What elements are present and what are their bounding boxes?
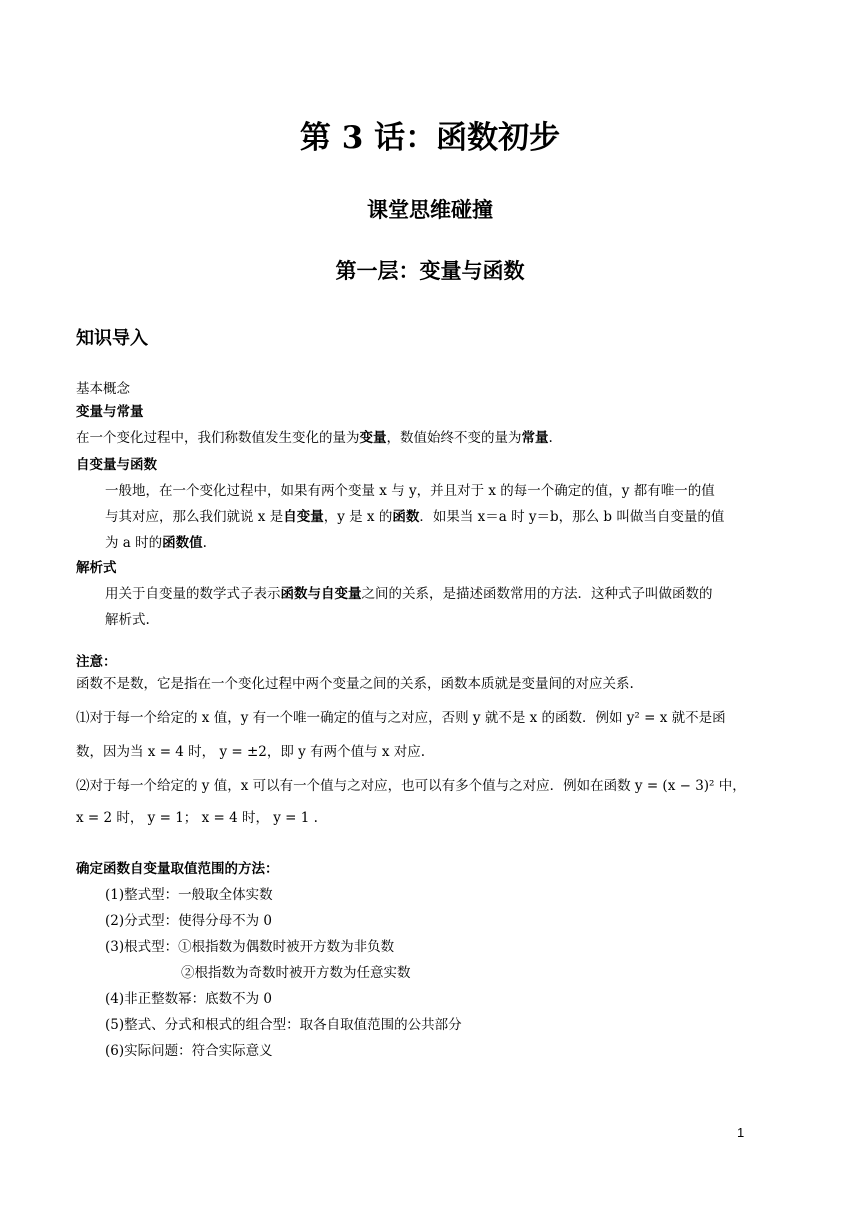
indep-func-line2-a: 与其对应，那么我们就说 x 是: [105, 509, 284, 525]
const-term: 常量: [521, 430, 549, 446]
analytic-line1: [105, 584, 713, 604]
note-heading: 注意：: [76, 654, 117, 670]
domain-item: ②根指数为奇数时被开方数为任意实数: [181, 965, 411, 981]
func-indep-term: 函数与自变量: [280, 586, 362, 602]
note-point1-line2: 数，因为当 x = 4 时， y = ±2，即 y 有两个值与 x 对应.: [76, 744, 426, 760]
page-number: 1: [737, 1125, 745, 1140]
indep-func-line3: [105, 533, 207, 553]
indep-func-line2: [105, 507, 724, 527]
note-line1: 函数不是数，它是指在一个变化过程中两个变量之间的关系，函数本质就是变量间的对应关系.: [76, 676, 634, 692]
section-subtitle: 课堂思维碰撞: [367, 197, 493, 222]
analytic-line2: 解析式.: [105, 612, 150, 628]
domain-item: (3)根式型：①根指数为偶数时被开方数为非负数: [105, 939, 395, 955]
var-const-text-a: 在一个变化过程中，我们称数值发生变化的量为: [76, 430, 360, 446]
note-point2-line1: ⑵对于每一个给定的 y 值，x 可以有一个值与之对应，也可以有多个值与之对应．例如在函数 y = (x − 3)² 中，: [76, 778, 746, 794]
basic-concepts-label: 基本概念: [76, 381, 130, 397]
var-const-text-b: ，数值始终不变的量为: [386, 430, 522, 446]
analytic-line1-b: 之间的关系，是描述函数常用的方法．这种式子叫做函数的: [361, 586, 713, 602]
domain-item: (1)整式型：一般取全体实数: [105, 887, 273, 903]
analytic-heading: 解析式: [76, 560, 117, 576]
domain-item: (6)实际问题：符合实际意义: [105, 1043, 273, 1059]
var-const-text-c: .: [548, 430, 553, 446]
note-point1-line1: ⑴对于每一个给定的 x 值，y 有一个唯一确定的值与之对应，否则 y 就不是 x 的函数．例如 y² = x 就不是函: [76, 710, 726, 726]
var-term: 变量: [359, 430, 387, 446]
analytic-line1-a: 用关于自变量的数学式子表示: [105, 586, 281, 602]
domain-heading: 确定函数自变量取值范围的方法：: [76, 861, 279, 877]
domain-item: (4)非正整数幂：底数不为 0: [105, 991, 273, 1007]
indep-func-line2-c: ．如果当 x＝a 时 y＝b，那么 b 叫做当自变量的值: [419, 509, 725, 525]
function-value-term: 函数值: [162, 535, 203, 551]
domain-item: (2)分式型：使得分母不为 0: [105, 913, 273, 929]
section-heading: 知识导入: [76, 328, 148, 349]
indep-var-term: 自变量: [283, 509, 324, 525]
var-const-definition: [76, 428, 553, 448]
var-const-heading: 变量与常量: [76, 404, 144, 420]
indep-func-heading: 自变量与函数: [76, 457, 157, 473]
document-title: 第 3 话：函数初步: [299, 120, 561, 156]
indep-func-line2-b: ，y 是 x 的: [323, 509, 393, 525]
function-term: 函数: [392, 509, 420, 525]
note-point2-line2: x = 2 时， y = 1； x = 4 时， y = 1 .: [76, 810, 318, 826]
indep-func-line3-a: 为 a 时的: [105, 535, 163, 551]
indep-func-line1: 一般地，在一个变化过程中，如果有两个变量 x 与 y，并且对于 x 的每一个确定的值，y 都有唯一的值: [105, 483, 715, 499]
indep-func-line3-b: .: [202, 535, 207, 551]
domain-item: (5)整式、分式和根式的组合型：取各自取值范围的公共部分: [105, 1017, 462, 1033]
layer-title: 第一层：变量与函数: [335, 258, 525, 283]
